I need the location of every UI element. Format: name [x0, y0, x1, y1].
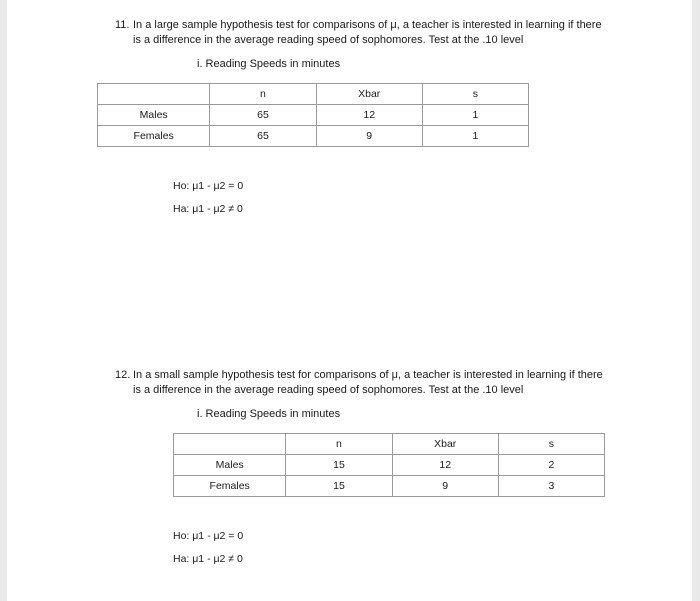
table-cell: 1	[422, 126, 528, 147]
question-12-subheading: i. Reading Speeds in minutes	[197, 408, 341, 420]
question-11-table	[97, 83, 529, 147]
question-12-line-2: is a difference in the average reading speed of sophomores. Test at the .10 level	[133, 384, 524, 396]
table-header-row	[98, 84, 529, 105]
table-cell: 15	[286, 476, 392, 497]
question-12-line-1: In a small sample hypothesis test for comparisons of μ, a teacher is interested in learning if there	[133, 369, 603, 381]
question-11-subheading: i. Reading Speeds in minutes	[197, 58, 341, 70]
table-cell: 9	[392, 476, 498, 497]
question-12-number: 12.	[115, 369, 131, 381]
document-page	[7, 0, 692, 601]
table-header-cell: n	[210, 84, 316, 105]
question-11-alt-hypothesis: Ha: μ1 - μ2 ≠ 0	[173, 203, 243, 215]
table-cell: 2	[498, 455, 604, 476]
table-header-cell: s	[422, 84, 528, 105]
table-row	[174, 455, 605, 476]
table-cell: Females	[174, 476, 286, 497]
question-11-line-1: In a large sample hypothesis test for comparisons of μ, a teacher is interested in learning if there	[133, 19, 602, 31]
table-cell: Females	[98, 126, 210, 147]
table-row	[174, 476, 605, 497]
table-cell: 65	[210, 126, 316, 147]
table-header-cell: s	[498, 434, 604, 455]
table-cell: 9	[316, 126, 422, 147]
question-11-number: 11.	[115, 19, 130, 31]
table-cell: 1	[422, 105, 528, 126]
table-header-cell: Xbar	[316, 84, 422, 105]
table-cell: Males	[174, 455, 286, 476]
question-12-alt-hypothesis: Ha: μ1 - μ2 ≠ 0	[173, 553, 243, 565]
table-header-cell	[98, 84, 210, 105]
table-cell: 3	[498, 476, 604, 497]
table-row	[98, 105, 529, 126]
table-cell: 12	[316, 105, 422, 126]
question-11-line-2: is a difference in the average reading speed of sophomores. Test at the .10 level	[133, 34, 524, 46]
table-header-cell	[174, 434, 286, 455]
table-cell: Males	[98, 105, 210, 126]
table-cell: 12	[392, 455, 498, 476]
table-row	[98, 126, 529, 147]
table-header-row	[174, 434, 605, 455]
question-12-null-hypothesis: Ho: μ1 - μ2 = 0	[173, 530, 244, 542]
table-cell: 15	[286, 455, 392, 476]
table-header-cell: n	[286, 434, 392, 455]
question-12-table	[173, 433, 605, 497]
table-header-cell: Xbar	[392, 434, 498, 455]
table-cell: 65	[210, 105, 316, 126]
question-11-null-hypothesis: Ho: μ1 - μ2 = 0	[173, 180, 244, 192]
